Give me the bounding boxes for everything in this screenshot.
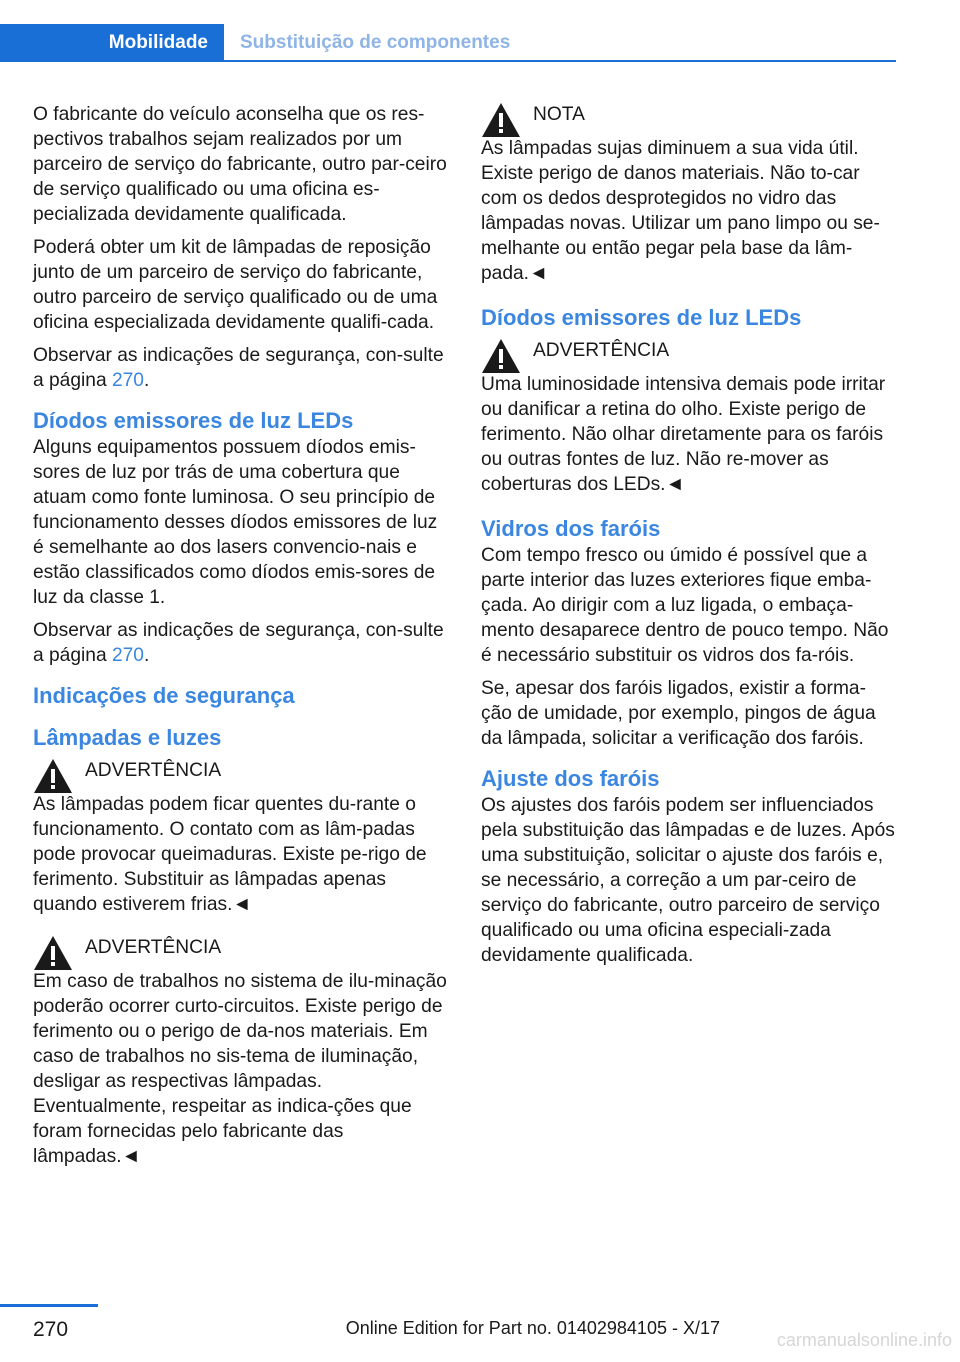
heading-lamps: Lâmpadas e luzes	[33, 725, 222, 750]
warning-triangle-icon	[33, 758, 73, 794]
warning-title: ADVERTÊNCIA	[85, 937, 222, 958]
right-column	[481, 102, 895, 976]
note-body: As lâmpadas sujas diminuem a sua vida útil. Existe perigo de danos materiais. Não to-car com os dedos desprotegidos no vidro das lâmpadas novas. Utilizar um pano limpo ou se-melhante ou então pegar pela base da lâm-pada.◄	[481, 138, 880, 284]
warning-title: ADVERTÊNCIA	[533, 340, 670, 361]
watermark: carmanualsonline.info	[776, 1330, 952, 1350]
note-title: NOTA	[533, 104, 585, 125]
paragraph: Alguns equipamentos possuem díodos emis-sores de luz por trás de uma cobertura que atuam como fonte luminosa. O seu princípio de funcionamento desses díodos emissores de luz é semelhante ao dos lasers convencio-nais e estão classificados como díodos emis-sores de luz da classe 1.	[33, 437, 438, 608]
edition-note: Online Edition for Part no. 01402984105 - X/17	[345, 1318, 720, 1338]
warning-title: ADVERTÊNCIA	[85, 760, 222, 781]
section-tab[interactable]: Mobilidade	[0, 24, 224, 62]
paragraph: Com tempo fresco ou úmido é possível que a parte interior das luzes exteriores fique emba-çada. Ao dirigir com a luz ligada, o embaça-mento desaparece dentro de pouco tempo. Não é necessário substituir os vidros dos fa-róis.	[481, 545, 889, 666]
header-rule	[224, 60, 896, 62]
warning-triangle-icon	[33, 935, 73, 971]
heading-leds: Díodos emissores de luz LEDs	[33, 408, 354, 433]
warning-body: Em caso de trabalhos no sistema de ilu-minação poderão ocorrer curto-circuitos. Existe perigo de ferimento ou o perigo de da-nos materiais. Em caso de trabalhos no sis-tema de iluminação, desligar as respectivas lâmpadas. Eventualmente, respeitar as indica-ções que foram fornecidas pelo fabricante das lâmpadas.◄	[33, 971, 447, 1167]
warning-triangle-icon	[481, 338, 521, 374]
paragraph-text: Observar as indicações de segurança, con-sulte a página	[33, 345, 444, 391]
page-link[interactable]: 270	[111, 370, 144, 391]
warning-triangle-icon	[481, 102, 521, 138]
page-link[interactable]: 270	[111, 645, 144, 666]
paragraph: Observar as indicações de segurança, con-sulte a página 270.	[33, 345, 444, 391]
left-column	[33, 102, 447, 1187]
heading-glass: Vidros dos faróis	[481, 516, 661, 541]
heading-safety: Indicações de segurança	[33, 683, 295, 708]
footer-rule	[0, 1304, 98, 1307]
heading-adjust: Ajuste dos faróis	[481, 766, 660, 791]
page-number: 270	[33, 1318, 69, 1341]
warning-box	[33, 935, 447, 1169]
chapter-tab[interactable]: Substituição de componentes	[240, 32, 511, 53]
warning-box	[481, 338, 895, 497]
paragraph: Os ajustes dos faróis podem ser influenciados pela substituição das lâmpadas e de luzes. Após uma substituição, solicitar o ajuste dos faróis e, se necessário, a correção a um par-ceiro de serviço do fabricante, outro parceiro de serviço qualificado ou uma oficina especiali-zada devidamente qualificada.	[481, 795, 895, 966]
paragraph: Observar as indicações de segurança, con-sulte a página 270.	[33, 620, 444, 666]
page-header	[0, 0, 960, 62]
warning-body: Uma luminosidade intensiva demais pode irritar ou danificar a retina do olho. Existe perigo de ferimento. Não olhar diretamente para os faróis ou outras fontes de luz. Não re-mover as coberturas dos LEDs.◄	[481, 374, 886, 495]
paragraph-text: Observar as indicações de segurança, con-sulte a página	[33, 620, 444, 666]
paragraph: Se, apesar dos faróis ligados, existir a forma-ção de umidade, por exemplo, pingos de água da lâmpada, solicitar a verificação dos faróis.	[481, 678, 876, 749]
paragraph: O fabricante do veículo aconselha que os res-pectivos trabalhos sejam realizados por um parceiro de serviço do fabricante, outro par-ceiro de serviço qualificado ou uma oficina es-pecializada devidamente qualificada.	[33, 104, 447, 225]
warning-box	[33, 758, 447, 917]
note-box	[481, 102, 895, 286]
paragraph: Poderá obter um kit de lâmpadas de reposição junto de um parceiro de serviço do fabricante, outro parceiro de serviço qualificado ou de uma oficina especializada devidamente qualifi-cada.	[33, 237, 438, 333]
heading-leds: Díodos emissores de luz LEDs	[481, 305, 802, 330]
warning-body: As lâmpadas podem ficar quentes du-rante o funcionamento. O contato com as lâm-padas pode provocar queimaduras. Existe pe-rigo de ferimento. Substituir as lâmpadas apenas quando estiverem frias.◄	[33, 794, 427, 915]
